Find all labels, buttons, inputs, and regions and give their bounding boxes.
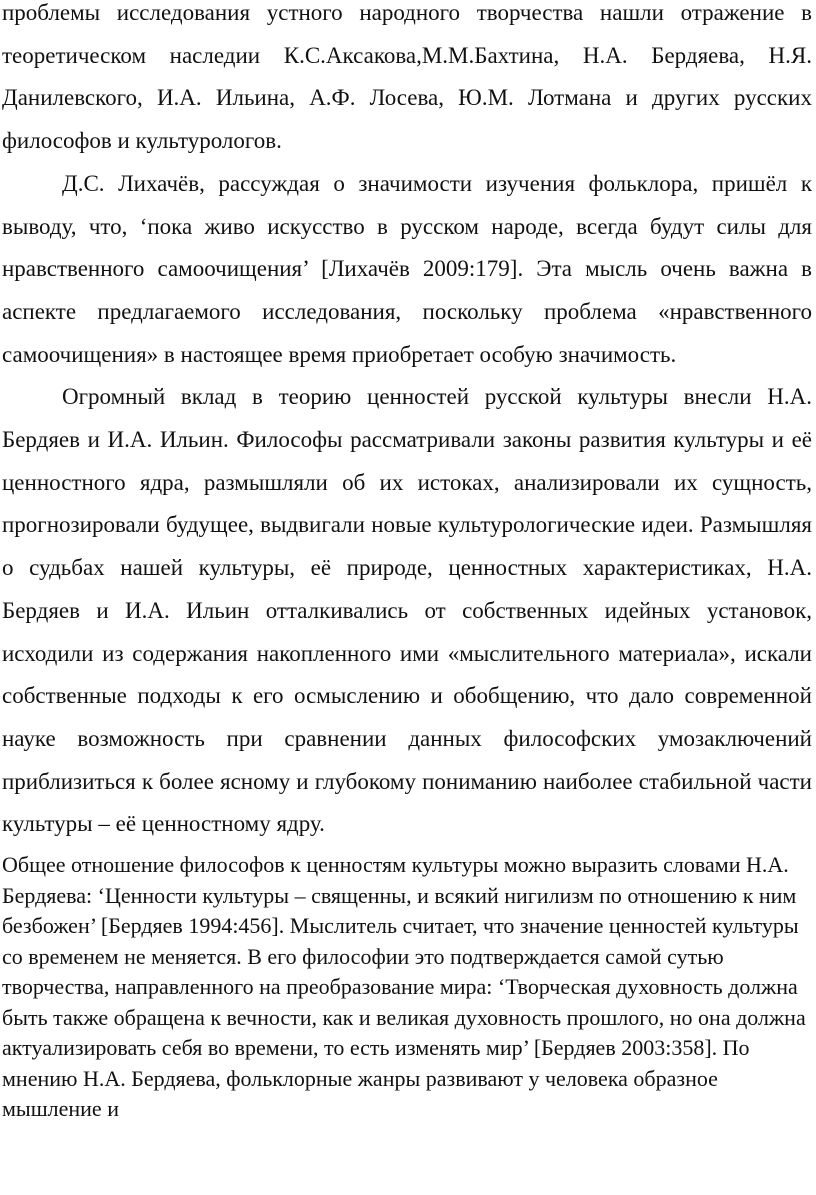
paragraph-4: Общее отношение философов к ценностям культуры можно выразить словами Н.А. Бердяева: ‘Ценности культуры – священны, и всякий нигилизм по отношению к ним безбожен’ [Бердяев 1994:456]. Мыслитель считает, что значение ценностей культуры со временем не меняется. В его философии это подтверждается самой сутью творчества, направленного на преобразование мира: ‘Творческая духовность должна быть также обращена к вечности, как и великая духовность прошлого, но она должна актуализировать себя во времени, то есть изменять мир’ [Бердяев 2003:358]. По мнению Н.А. Бердяева, фольклорные жанры развивают у человека образное мышление и — [2, 852, 806, 1122]
paragraph-3: Огромный вклад в теорию ценностей русской культуры внесли Н.А. Бердяев и И.А. Ильин. Философы рассматривали законы развития культуры и её ценностного ядра, размышляли об их истоках, анализировали их сущность, прогнозировали будущее, выдвигали новые культурологические идеи. Размышляя о судьбах нашей культуры, её природе, ценностных характеристиках, Н.А. Бердяев и И.А. Ильин отталкивались от собственных идейных установок, исходили из содержания накопленного ими «мыслительного материала», искали собственные подходы к его осмыслению и обобщению, что дало современной науке возможность при сравнении данных философских умозаключений приблизиться к более ясному и глубокому пониманию наиболее стабильной части культуры – её ценностному ядру. — [2, 384, 812, 837]
paragraph-2: Д.С. Лихачёв, рассуждая о значимости изучения фольклора, пришёл к выводу, что, ‘пока живо искусство в русском народе, всегда будут силы для нравственного самоочищения’ [Лихачёв 2009:179]. Эта мысль очень важна в аспекте предлагаемого исследования, поскольку проблема «нравственного самоочищения» в настоящее время приобретает особую значимость. — [2, 170, 812, 367]
paragraph-1: проблемы исследования устного народного творчества нашли отражение в теоретическом наследии К.С.Аксакова,М.М.Бахтина, Н.А. Бердяева, Н.Я. Данилевского, И.А. Ильина, А.Ф. Лосева, Ю.М. Лотмана и других русских философов и культурологов. — [2, 0, 812, 154]
